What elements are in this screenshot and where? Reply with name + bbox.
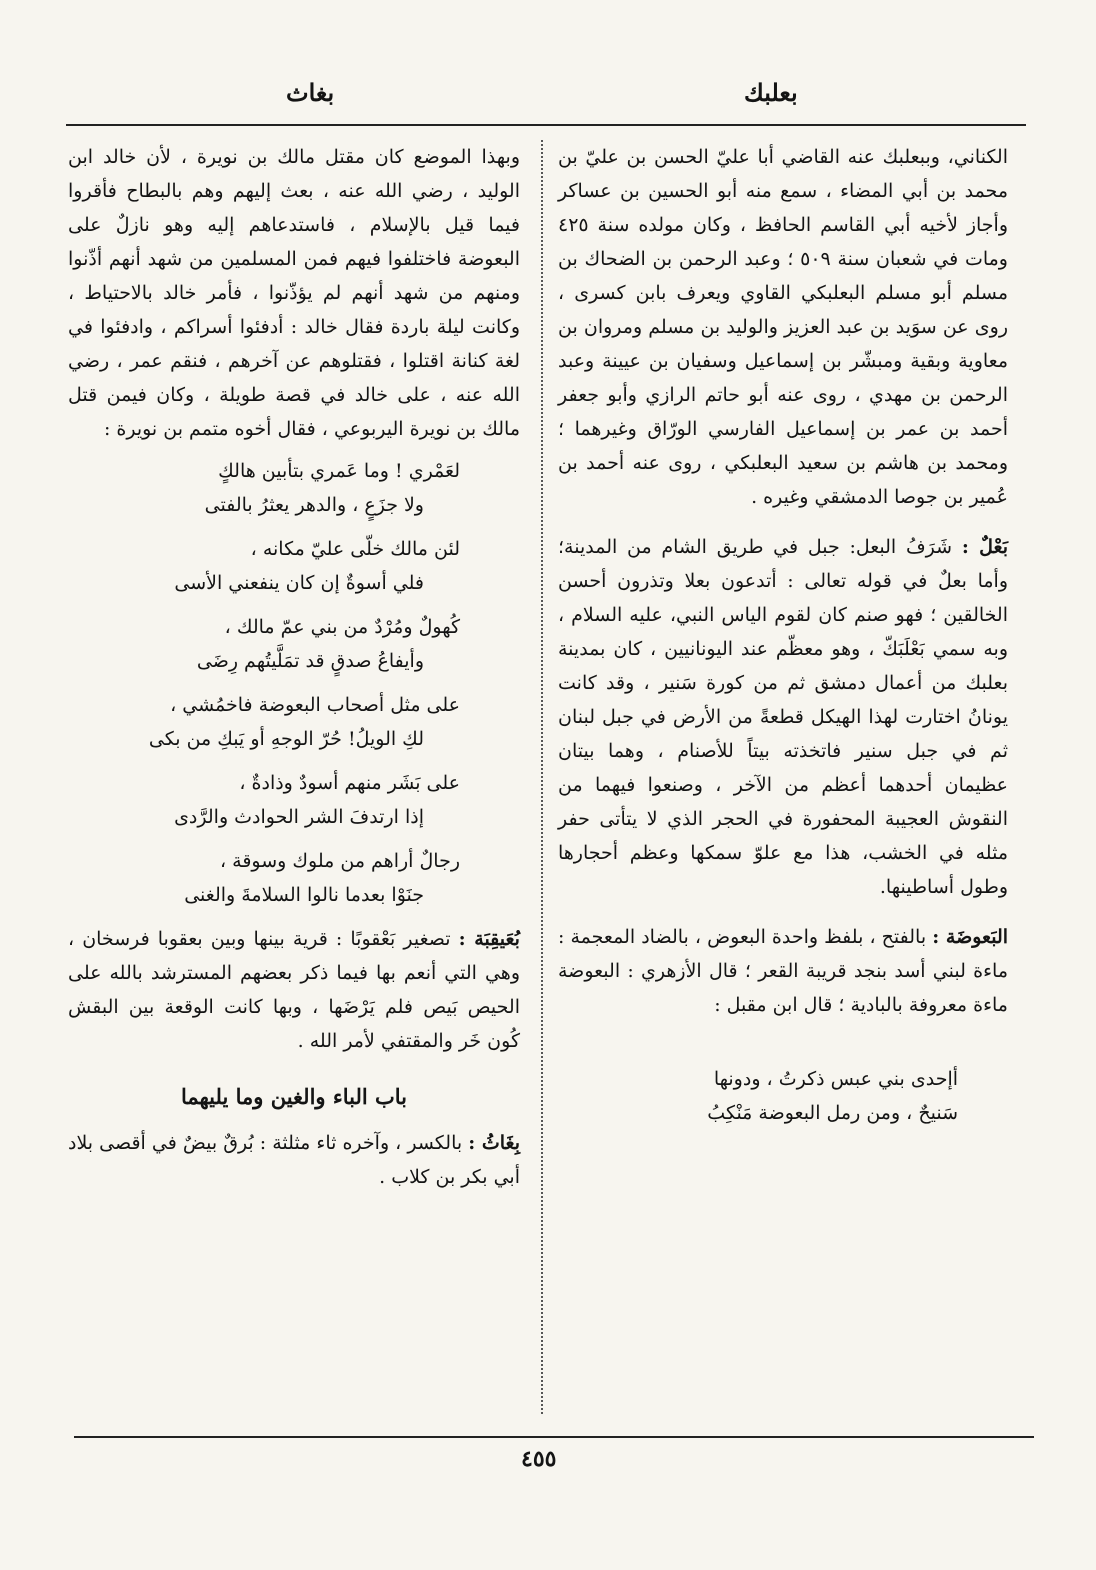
verse-hemistich: لكِ الويلُ! حُرّ الوجهِ أو يَبكِ من بكى — [148, 728, 424, 750]
entry-text: تصغير بَعْقوبًا : قرية بينها وبين بعقوبا فرسخان ، وهي التي أنعم بها فيما ذكر بعضهم المسترشد بالله على الحيص بَيص فلم يَرْضَها ، وبها كانت الوقعة بين البقش كُون خَر والمقتفي لأمر الله . — [68, 928, 520, 1052]
verse-hemistich: على مثل أصحاب البعوضة فاخمُشي ، — [170, 694, 460, 716]
entry-baal — [558, 530, 1008, 904]
verse-hemistich: لئن مالك خلّى عليّ مكانه ، — [250, 538, 460, 560]
page-number: ٤٥٥ — [521, 1446, 557, 1472]
entry-headword: البَعوضَة : — [932, 926, 1009, 948]
entry-headword: بُعَيقِبَة : — [458, 928, 520, 950]
entry-al-baouda — [558, 920, 1008, 1022]
running-header-left: بغاث — [286, 78, 335, 107]
entry-text: بالفتح ، بلفظ واحدة البعوض ، بالضاد المعجمة : ماءة لبني أسد بنجد قريبة القعر ؛ قال الأزهري : البعوضة ماءة معروفة بالبادية ؛ قال ابن مقبل : — [558, 926, 1008, 1016]
verse-hemistich: على بَشَر منهم أسودٌ وذادةٌ ، — [239, 772, 460, 794]
verse-hemistich: ولا جزَعٍ ، والدهر يعثرُ بالفتى — [204, 494, 424, 516]
entry-buayqiba — [68, 922, 520, 1058]
entry-headword: بَعْلٌ : — [961, 536, 1008, 558]
couplet — [68, 610, 520, 678]
poem-mutammim — [68, 454, 520, 912]
right-column — [558, 140, 1008, 1140]
entry-text: بالكسر ، وآخره ثاء مثلثة : بُرقٌ بيضٌ في أقصى بلاد أبي بكر بن كلاب . — [68, 1132, 520, 1188]
running-header-right: بعلبك — [744, 78, 798, 107]
entry-headword: بِغَاثُ : — [468, 1132, 520, 1154]
header-rule — [66, 124, 1026, 126]
verse-hemistich: كُهولٌ ومُرْدٌ من بني عمّ مالك ، — [224, 616, 460, 638]
verse-hemistich: وأيفاعُ صدقٍ قد تمَلَّيتُهم رِضَى — [196, 650, 424, 672]
section-title: باب الباء والغين وما يليهما — [180, 1084, 408, 1109]
verse-hemistich: إذا ارتدفَ الشر الحوادث والرَّدى — [174, 806, 424, 828]
entry-text: شَرَفُ البعل: جبل في طريق الشام من المدينة؛ وأما بعلٌ في قوله تعالى : أتدعون بعلا وتذرون أحسن الخالقين ؛ فهو صنم كان لقوم الياس النبي، عليه السلام ، وبه سمي بَعْلَبَكّ ، وهو معظّم عند اليونانيين ، كان بمدينة بعلبك من أعمال دمشق ثم من كورة سَنير ، وقد كانت يونانُ اختارت لهذا الهيكل قطعةً من الأرض في جبل لبنان ثم في جبل سنير فاتخذته بيتاً للأصنام ، وهما بيتان عظيمان أحدهما أعظم من الآخر ، وصنعوا فيهما من النقوش العجيبة المحفورة في الحجر الذي لا يتأتى حفر مثله في الخشب، هذا مع علوّ سمكها وعظم أحجارها وطول أساطينها. — [558, 536, 1008, 898]
footer-rule — [74, 1436, 1034, 1438]
paragraph-malik-ibn-nuwayra: وبهذا الموضع كان مقتل مالك بن نويرة ، لأن خالد ابن الوليد ، رضي الله عنه ، بعث إليهم وهم بالبطاح فأقروا فيما قيل بالإسلام ، فاستدعاهم إليه وهو نازلٌ على البعوضة فاختلفوا فيهم فمن المسلمين من شهد أنهم أذّنوا ومنهم من شهد أنهم لم يؤذّنوا ، فأمر خالد بالاحتياط ، وكانت ليلة باردة فقال خالد : أدفئوا أسراكم ، وادفئوا في لغة كنانة اقتلوا ، فقتلوهم عن آخرهم ، فنقم عمر ، رضي الله عنه ، على خالد في قصة طويلة ، وكان فيمن قتل مالك بن نويرة اليربوعي ، فقال أخوه متمم بن نويرة : — [68, 146, 520, 440]
couplet — [68, 454, 520, 522]
verse-hemistich: جنَوْا بعدما نالوا السلامةَ والغنى — [184, 884, 424, 906]
couplet — [68, 532, 520, 600]
couplet — [68, 766, 520, 834]
couplet — [68, 844, 520, 912]
verse-hemistich: أإحدى بني عبس ذكرتُ ، ودونها — [713, 1068, 958, 1090]
verse-hemistich: رجالٌ أراهم من ملوك وسوقة ، — [219, 850, 460, 872]
verse-hemistich: لعَمْري ! وما عَمري بتأبين هالكٍ — [218, 460, 460, 482]
couplet — [68, 688, 520, 756]
verse-hemistich: سَنيحٌ ، ومن رمل البعوضة مَنْكِبُ — [707, 1102, 958, 1124]
left-column — [68, 140, 520, 1194]
verse-ibn-muqbil — [558, 1062, 1008, 1130]
column-divider — [541, 140, 543, 1414]
entry-bughath — [68, 1126, 520, 1194]
paragraph-baalbek-continued: الكناني، وببعلبك عنه القاضي أبا عليّ الحسن بن عليّ بن محمد بن أبي المضاء ، سمع منه أبو الحسين بن عساكر وأجاز لأخيه أبي القاسم الحافظ ، وكان مولده سنة ٤٢٥ ومات في شعبان سنة ٥٠٩ ؛ وعبد الرحمن بن الضحاك بن مسلم أبو مسلم البعلبكي القاوي ويعرف بابن كسرى ، روى عن سوَيد بن عبد العزيز والوليد بن مسلم ومروان بن معاوية وبقية ومبشّر بن إسماعيل وسفيان بن عيينة وعبد الرحمن بن مهدي ، روى عنه أبو حاتم الرازي وأبو جعفر أحمد بن عمر بن إسماعيل الفارسي الورّاق وغيرهما ؛ ومحمد بن هاشم بن سعيد البعلبكي ، روى عنه أحمد بن عُمير بن جوصا الدمشقي وغيره . — [558, 146, 1008, 508]
verse-hemistich: فلي أسوةٌ إن كان ينفعني الأسى — [174, 572, 424, 594]
